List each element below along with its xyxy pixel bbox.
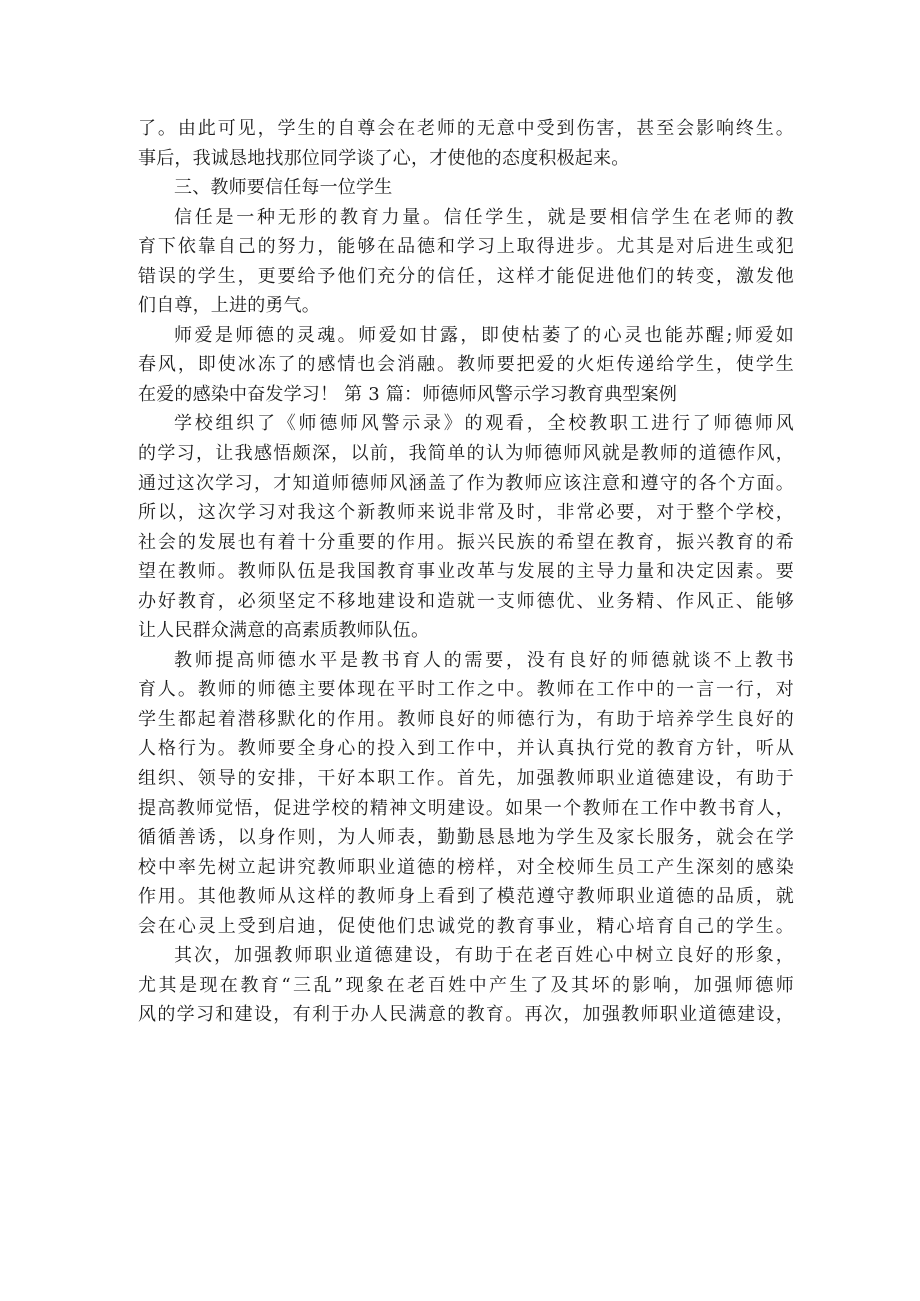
text-line: 三、教师要信任每一位学生: [174, 177, 393, 199]
text-line: 育下依靠自己的努力，能够在品德和学习上取得进步。尤其是对后进生或犯: [138, 236, 794, 258]
text-line: 学生都起着潜移默化的作用。教师良好的师德行为，有助于培养学生良好的: [138, 708, 794, 730]
text-line: 人格行为。教师要全身心的投入到工作中，并认真执行党的教育方针，听从: [138, 738, 794, 760]
text-line: 师爱是师德的灵魂。师爱如甘露，即使枯萎了的心灵也能苏醒;师爱如: [174, 324, 794, 346]
text-line: 错误的学生，更要给予他们充分的信任，这样才能促进他们的转变，激发他: [138, 265, 794, 287]
text-line: 尤其是现在教育“三乱”现象在老百姓中产生了及其坏的影响，加强师德师: [138, 974, 794, 996]
text-line: 循循善诱，以身作则，为人师表，勤勤恳恳地为学生及家长服务，就会在学: [138, 827, 794, 849]
text-line: 育人。教师的师德主要体现在平时工作之中。教师在工作中的一言一行，对: [138, 679, 794, 701]
text-line: 在爱的感染中奋发学习！ 第 3 篇：师德师风警示学习教育典型案例: [138, 383, 678, 405]
text-line: 其次，加强教师职业道德建设，有助于在老百姓心中树立良好的形象，: [174, 945, 794, 967]
text-line: 春风，即使冰冻了的感情也会消融。教师要把爱的火炬传递给学生，使学生: [138, 354, 794, 376]
text-line: 通过这次学习，才知道师德师风涵盖了作为教师应该注意和遵守的各个方面。: [138, 472, 794, 494]
text-line: 作用。其他教师从这样的教师身上看到了模范遵守教师职业道德的品质，就: [138, 886, 794, 908]
document-page: [138, 114, 794, 1030]
text-line: 风的学习和建设，有利于办人民满意的教育。再次，加强教师职业道德建设，: [138, 1004, 794, 1026]
text-line: 望在教师。教师队伍是我国教育事业改革与发展的主导力量和决定因素。要: [138, 561, 794, 583]
text-line: 学校组织了《师德师风警示录》的观看，全校教职工进行了师德师风: [174, 413, 794, 435]
text-line: 的学习，让我感悟颇深，以前，我简单的认为师德师风就是教师的道德作风，: [138, 443, 794, 465]
text-line: 校中率先树立起讲究教师职业道德的榜样，对全校师生员工产生深刻的感染: [138, 856, 794, 878]
text-line: 提高教师觉悟，促进学校的精神文明建设。如果一个教师在工作中教书育人，: [138, 797, 794, 819]
text-line: 社会的发展也有着十分重要的作用。振兴民族的希望在教育，振兴教育的希: [138, 531, 794, 553]
text-line: 们自尊，上进的勇气。: [138, 295, 320, 317]
text-line: 教师提高师德水平是教书育人的需要，没有良好的师德就谈不上教书: [174, 649, 794, 671]
text-line: 信任是一种无形的教育力量。信任学生，就是要相信学生在老师的教: [174, 206, 794, 228]
text-line: 会在心灵上受到启迪，促使他们忠诚党的教育事业，精心培育自己的学生。: [138, 915, 794, 937]
text-line: 了。由此可见，学生的自尊会在老师的无意中受到伤害，甚至会影响终生。: [138, 118, 794, 139]
text-line: 让人民群众满意的高素质教师队伍。: [138, 620, 430, 642]
text-line: 事后，我诚恳地找那位同学谈了心，才使他的态度积极起来。: [138, 147, 630, 169]
text-line: 所以，这次学习对我这个新教师来说非常及时，非常必要，对于整个学校，: [138, 502, 794, 524]
text-line: 办好教育，必须坚定不移地建设和造就一支师德优、业务精、作风正、能够: [138, 590, 794, 612]
text-line: 组织、领导的安排，干好本职工作。首先，加强教师职业道德建设，有助于: [138, 768, 794, 790]
